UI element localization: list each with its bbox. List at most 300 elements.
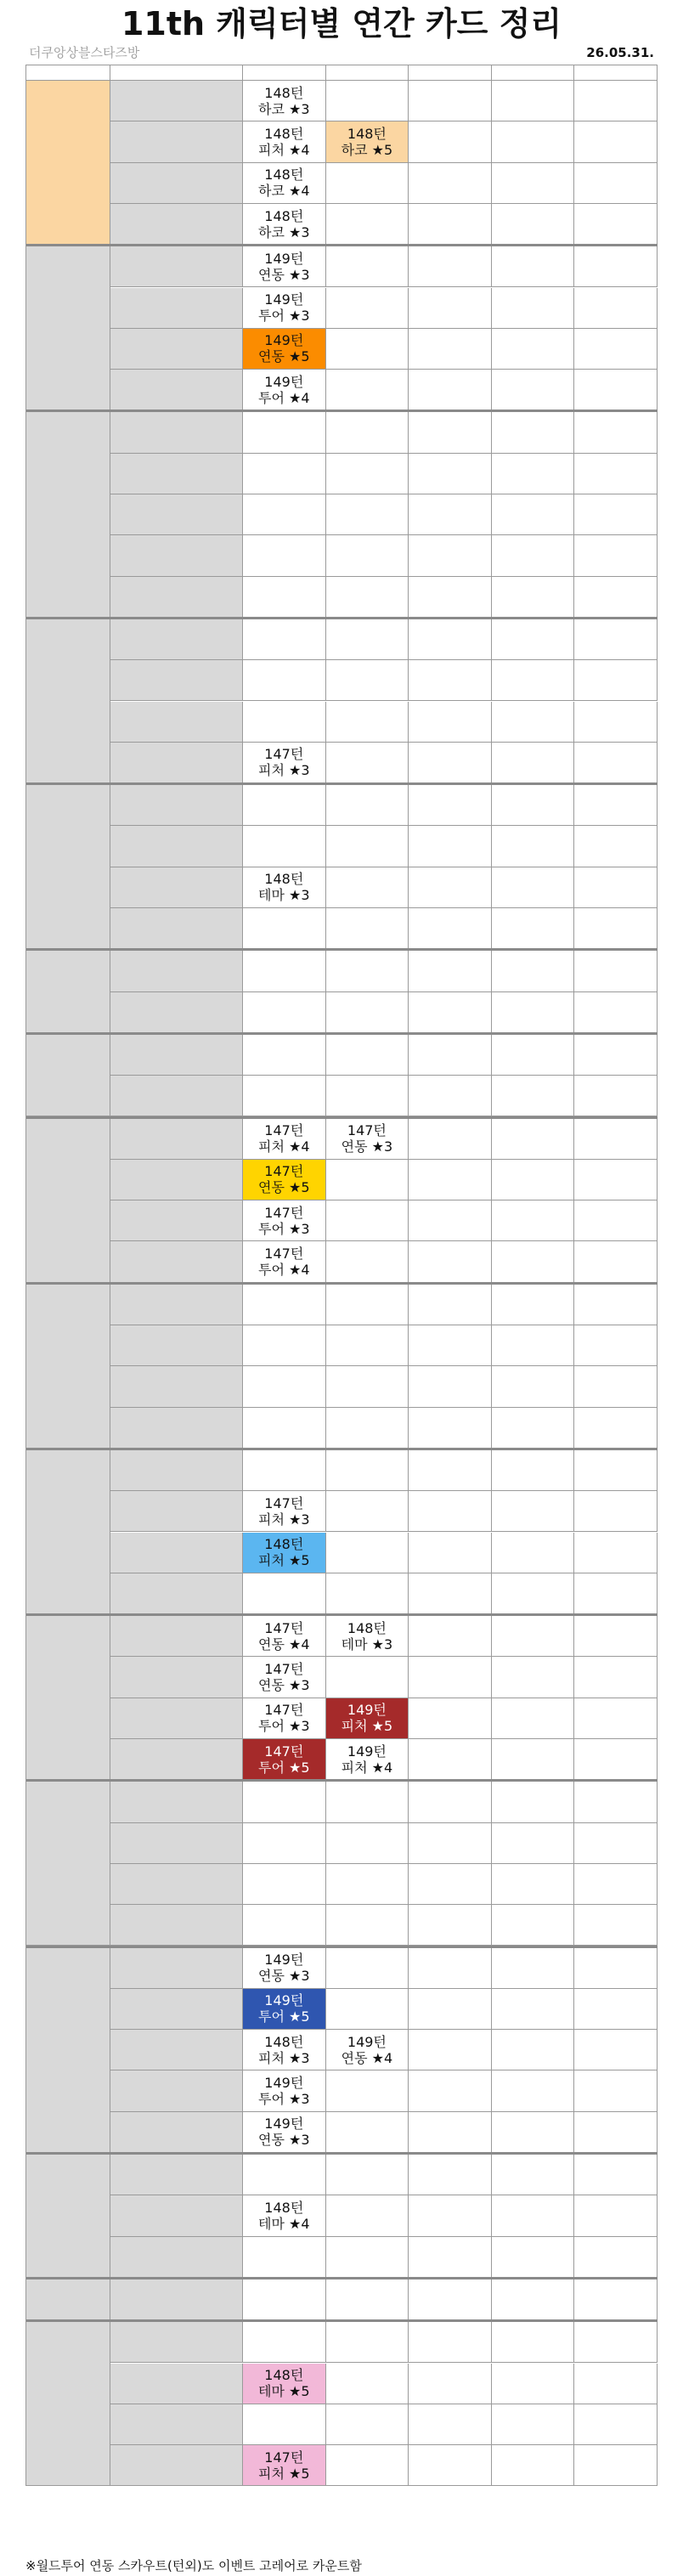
member-name xyxy=(110,2445,243,2486)
group-cell xyxy=(25,1616,110,1780)
empty-card-cell xyxy=(574,1450,658,1491)
card-type-rarity: 연동 ★3 xyxy=(258,1968,310,1985)
empty-card-cell xyxy=(243,826,326,867)
card-type-rarity: 피처 ★5 xyxy=(258,1552,310,1569)
empty-card-cell xyxy=(409,1698,492,1739)
group-cell xyxy=(25,2322,110,2486)
empty-card-cell xyxy=(492,2322,575,2363)
empty-card-cell xyxy=(409,702,492,743)
page-title: 11th 캐릭터별 연간 카드 정리 xyxy=(121,5,562,42)
member-name xyxy=(110,204,243,245)
card-type-rarity: 투어 ★5 xyxy=(258,2008,310,2025)
empty-card-cell xyxy=(492,2070,575,2111)
empty-card-cell xyxy=(574,246,658,287)
member-name xyxy=(110,1573,243,1614)
empty-card-cell xyxy=(409,329,492,370)
empty-card-cell xyxy=(574,826,658,867)
empty-card-cell xyxy=(492,1948,575,1989)
member-name xyxy=(110,577,243,618)
empty-card-cell xyxy=(409,1823,492,1864)
empty-card-cell xyxy=(243,1285,326,1325)
card-cell xyxy=(243,81,326,121)
empty-card-cell xyxy=(492,1160,575,1200)
card-turn: 147턴 xyxy=(264,746,304,763)
card-cell xyxy=(243,1698,326,1739)
card-type-rarity: 하코 ★3 xyxy=(258,223,310,240)
member-name xyxy=(110,1864,243,1905)
card-turn: 149턴 xyxy=(347,1743,387,1760)
card-cell xyxy=(243,743,326,783)
header-count-4 xyxy=(492,65,575,81)
empty-card-cell xyxy=(492,1905,575,1946)
member-name xyxy=(110,1905,243,1946)
empty-card-cell xyxy=(326,702,409,743)
empty-card-cell xyxy=(243,2155,326,2195)
empty-card-cell xyxy=(243,785,326,826)
card-cell xyxy=(243,1241,326,1282)
empty-card-cell xyxy=(326,370,409,410)
header-blank xyxy=(25,65,110,81)
empty-card-cell xyxy=(243,1450,326,1491)
card-turn: 149턴 xyxy=(264,291,304,308)
empty-card-cell xyxy=(243,454,326,494)
empty-card-cell xyxy=(326,743,409,783)
empty-card-cell xyxy=(492,2364,575,2404)
empty-card-cell xyxy=(492,1989,575,2030)
empty-card-cell xyxy=(326,1905,409,1946)
member-name xyxy=(110,1657,243,1698)
empty-card-cell xyxy=(243,660,326,701)
empty-card-cell xyxy=(492,1823,575,1864)
card-type-rarity: 투어 ★5 xyxy=(258,1759,310,1776)
empty-card-cell xyxy=(409,867,492,908)
empty-card-cell xyxy=(326,1076,409,1116)
card-cell xyxy=(243,1200,326,1241)
empty-card-cell xyxy=(492,1325,575,1366)
empty-card-cell xyxy=(409,1782,492,1822)
empty-card-cell xyxy=(492,2279,575,2320)
watermark: 더쿠앙상블스타즈방 xyxy=(29,45,140,60)
empty-card-cell xyxy=(409,535,492,576)
empty-card-cell xyxy=(492,1200,575,1241)
member-name xyxy=(110,2070,243,2111)
empty-card-cell xyxy=(409,2445,492,2486)
card-type-rarity: 하코 ★3 xyxy=(258,100,310,117)
empty-card-cell xyxy=(492,454,575,494)
member-name xyxy=(110,1119,243,1160)
empty-card-cell xyxy=(326,826,409,867)
card-cell xyxy=(243,1119,326,1160)
empty-card-cell xyxy=(326,1864,409,1905)
empty-card-cell xyxy=(326,1366,409,1407)
card-turn: 148턴 xyxy=(347,1619,387,1636)
empty-card-cell xyxy=(574,1573,658,1614)
empty-card-cell xyxy=(492,2404,575,2445)
empty-card-cell xyxy=(574,1782,658,1822)
card-turn: 149턴 xyxy=(264,332,304,349)
member-name xyxy=(110,660,243,701)
empty-card-cell xyxy=(243,702,326,743)
empty-card-cell xyxy=(243,1864,326,1905)
card-turn: 147턴 xyxy=(264,1163,304,1180)
empty-card-cell xyxy=(409,1739,492,1780)
empty-card-cell xyxy=(492,246,575,287)
card-type-rarity: 연동 ★5 xyxy=(258,1179,310,1196)
card-cell xyxy=(243,1491,326,1532)
empty-card-cell xyxy=(492,81,575,121)
empty-card-cell xyxy=(326,329,409,370)
member-name xyxy=(110,163,243,204)
empty-card-cell xyxy=(326,2070,409,2111)
card-type-rarity: 투어 ★4 xyxy=(258,1262,310,1279)
empty-card-cell xyxy=(326,577,409,618)
empty-card-cell xyxy=(492,1450,575,1491)
empty-card-cell xyxy=(492,1408,575,1449)
empty-card-cell xyxy=(574,1408,658,1449)
empty-card-cell xyxy=(492,1241,575,1282)
card-turn: 147턴 xyxy=(264,2449,304,2466)
member-name xyxy=(110,826,243,867)
empty-card-cell xyxy=(492,1119,575,1160)
empty-card-cell xyxy=(243,494,326,535)
member-name xyxy=(110,1450,243,1491)
member-name xyxy=(110,1200,243,1241)
empty-card-cell xyxy=(574,81,658,121)
empty-card-cell xyxy=(574,660,658,701)
empty-card-cell xyxy=(574,1200,658,1241)
empty-card-cell xyxy=(326,1533,409,1573)
card-turn: 148턴 xyxy=(264,2033,304,2050)
member-name xyxy=(110,494,243,535)
empty-card-cell xyxy=(574,577,658,618)
empty-card-cell xyxy=(409,2237,492,2278)
empty-card-cell xyxy=(492,702,575,743)
group-cell xyxy=(25,1782,110,1946)
card-turn: 147턴 xyxy=(264,1702,304,1719)
empty-card-cell xyxy=(492,1782,575,1822)
empty-card-cell xyxy=(574,951,658,991)
card-cell xyxy=(243,1160,326,1200)
member-name xyxy=(110,2237,243,2278)
member-name xyxy=(110,454,243,494)
empty-card-cell xyxy=(409,1076,492,1116)
empty-card-cell xyxy=(409,1241,492,1282)
card-cell xyxy=(243,288,326,329)
card-type-rarity: 연동 ★4 xyxy=(341,2049,393,2066)
empty-card-cell xyxy=(574,2070,658,2111)
empty-card-cell xyxy=(243,619,326,660)
empty-card-cell xyxy=(574,494,658,535)
card-type-rarity: 하코 ★5 xyxy=(341,141,393,158)
empty-card-cell xyxy=(574,2030,658,2070)
empty-card-cell xyxy=(574,1491,658,1532)
card-turn: 147턴 xyxy=(264,1246,304,1263)
empty-card-cell xyxy=(326,1160,409,1200)
card-type-rarity: 하코 ★4 xyxy=(258,183,310,200)
card-table xyxy=(25,65,658,2486)
card-type-rarity: 피처 ★3 xyxy=(258,1511,310,1528)
empty-card-cell xyxy=(492,1864,575,1905)
card-cell xyxy=(243,2030,326,2070)
group-cell xyxy=(25,1285,110,1449)
card-type-rarity: 피처 ★5 xyxy=(258,2465,310,2482)
member-name xyxy=(110,370,243,410)
header-name-column xyxy=(110,65,243,81)
empty-card-cell xyxy=(574,2279,658,2320)
member-name xyxy=(110,1285,243,1325)
empty-card-cell xyxy=(574,702,658,743)
member-name xyxy=(110,1325,243,1366)
empty-card-cell xyxy=(409,1989,492,2030)
empty-card-cell xyxy=(409,1285,492,1325)
card-cell xyxy=(243,2070,326,2111)
group-cell xyxy=(25,1119,110,1283)
empty-card-cell xyxy=(326,2322,409,2363)
empty-card-cell xyxy=(326,2279,409,2320)
card-turn: 148턴 xyxy=(264,167,304,184)
member-name xyxy=(110,2195,243,2236)
empty-card-cell xyxy=(574,743,658,783)
card-type-rarity: 피처 ★3 xyxy=(258,762,310,779)
empty-card-cell xyxy=(326,1573,409,1614)
card-cell xyxy=(243,121,326,162)
group-cell xyxy=(25,785,110,949)
card-type-rarity: 테마 ★3 xyxy=(341,1635,393,1652)
member-name xyxy=(110,992,243,1033)
empty-card-cell xyxy=(574,992,658,1033)
member-name xyxy=(110,288,243,329)
group-cell xyxy=(25,619,110,783)
empty-card-cell xyxy=(574,1905,658,1946)
member-name xyxy=(110,2322,243,2363)
empty-card-cell xyxy=(409,1948,492,1989)
empty-card-cell xyxy=(574,1035,658,1076)
empty-card-cell xyxy=(409,992,492,1033)
empty-card-cell xyxy=(243,1905,326,1946)
card-type-rarity: 투어 ★3 xyxy=(258,1220,310,1237)
card-type-rarity: 피처 ★4 xyxy=(258,141,310,158)
empty-card-cell xyxy=(326,2364,409,2404)
empty-card-cell xyxy=(409,826,492,867)
card-turn: 149턴 xyxy=(264,250,304,267)
member-name xyxy=(110,1366,243,1407)
card-type-rarity: 피처 ★4 xyxy=(258,1138,310,1155)
empty-card-cell xyxy=(409,163,492,204)
empty-card-cell xyxy=(409,2030,492,2070)
empty-card-cell xyxy=(574,1160,658,1200)
card-turn: 147턴 xyxy=(264,1204,304,1221)
empty-card-cell xyxy=(326,246,409,287)
card-type-rarity: 테마 ★5 xyxy=(258,2383,310,2400)
empty-card-cell xyxy=(409,370,492,410)
empty-card-cell xyxy=(492,660,575,701)
empty-card-cell xyxy=(409,1616,492,1657)
card-turn: 149턴 xyxy=(264,2075,304,2092)
empty-card-cell xyxy=(409,2155,492,2195)
empty-card-cell xyxy=(326,1450,409,1491)
empty-card-cell xyxy=(409,1905,492,1946)
empty-card-cell xyxy=(326,1948,409,1989)
empty-card-cell xyxy=(326,163,409,204)
empty-card-cell xyxy=(574,370,658,410)
empty-card-cell xyxy=(409,204,492,245)
empty-card-cell xyxy=(492,1076,575,1116)
empty-card-cell xyxy=(492,121,575,162)
empty-card-cell xyxy=(409,2195,492,2236)
card-turn: 149턴 xyxy=(347,1702,387,1719)
empty-card-cell xyxy=(574,1698,658,1739)
member-name xyxy=(110,1533,243,1573)
empty-card-cell xyxy=(574,121,658,162)
empty-card-cell xyxy=(492,370,575,410)
empty-card-cell xyxy=(409,121,492,162)
group-cell xyxy=(25,2279,110,2320)
card-cell xyxy=(243,163,326,204)
member-name xyxy=(110,412,243,453)
empty-card-cell xyxy=(409,577,492,618)
member-name xyxy=(110,329,243,370)
empty-card-cell xyxy=(409,660,492,701)
card-turn: 147턴 xyxy=(347,1122,387,1139)
empty-card-cell xyxy=(409,454,492,494)
empty-card-cell xyxy=(492,743,575,783)
member-name xyxy=(110,1491,243,1532)
empty-card-cell xyxy=(492,1573,575,1614)
card-turn: 147턴 xyxy=(264,1122,304,1139)
member-name xyxy=(110,1989,243,2030)
empty-card-cell xyxy=(574,908,658,949)
header-count-3 xyxy=(409,65,492,81)
empty-card-cell xyxy=(574,1739,658,1780)
empty-card-cell xyxy=(326,1200,409,1241)
empty-card-cell xyxy=(574,454,658,494)
empty-card-cell xyxy=(326,2155,409,2195)
empty-card-cell xyxy=(243,1366,326,1407)
empty-card-cell xyxy=(243,577,326,618)
empty-card-cell xyxy=(574,867,658,908)
card-turn: 147턴 xyxy=(264,1743,304,1760)
empty-card-cell xyxy=(574,2112,658,2153)
member-name xyxy=(110,2030,243,2070)
empty-card-cell xyxy=(326,494,409,535)
card-cell xyxy=(243,1616,326,1657)
empty-card-cell xyxy=(574,2155,658,2195)
empty-card-cell xyxy=(409,494,492,535)
empty-card-cell xyxy=(326,951,409,991)
date-label: 26.05.31. xyxy=(586,45,654,60)
header-count-2 xyxy=(326,65,409,81)
empty-card-cell xyxy=(326,81,409,121)
empty-card-cell xyxy=(409,1450,492,1491)
empty-card-cell xyxy=(492,785,575,826)
empty-card-cell xyxy=(492,992,575,1033)
member-name xyxy=(110,535,243,576)
empty-card-cell xyxy=(492,535,575,576)
empty-card-cell xyxy=(409,743,492,783)
empty-card-cell xyxy=(243,908,326,949)
card-cell xyxy=(326,1698,409,1739)
empty-card-cell xyxy=(492,2195,575,2236)
empty-card-cell xyxy=(492,1533,575,1573)
empty-card-cell xyxy=(243,1408,326,1449)
card-type-rarity: 연동 ★3 xyxy=(341,1138,393,1155)
member-name xyxy=(110,1035,243,1076)
member-name xyxy=(110,743,243,783)
card-turn: 148턴 xyxy=(264,1536,304,1553)
empty-card-cell xyxy=(326,1035,409,1076)
card-cell xyxy=(243,1989,326,2030)
card-cell xyxy=(243,204,326,245)
empty-card-cell xyxy=(574,2322,658,2363)
empty-card-cell xyxy=(326,619,409,660)
member-name xyxy=(110,1616,243,1657)
empty-card-cell xyxy=(409,2364,492,2404)
card-turn: 147턴 xyxy=(264,1619,304,1636)
empty-card-cell xyxy=(409,1035,492,1076)
empty-card-cell xyxy=(492,288,575,329)
card-cell xyxy=(243,1739,326,1780)
group-cell xyxy=(25,412,110,618)
card-type-rarity: 연동 ★3 xyxy=(258,1677,310,1694)
empty-card-cell xyxy=(492,2155,575,2195)
empty-card-cell xyxy=(243,1076,326,1116)
card-cell xyxy=(243,1657,326,1698)
empty-card-cell xyxy=(243,992,326,1033)
card-cell xyxy=(243,867,326,908)
empty-card-cell xyxy=(326,454,409,494)
empty-card-cell xyxy=(492,1698,575,1739)
member-name xyxy=(110,619,243,660)
group-cell xyxy=(25,1450,110,1614)
empty-card-cell xyxy=(326,1657,409,1698)
empty-card-cell xyxy=(243,1573,326,1614)
empty-card-cell xyxy=(326,1285,409,1325)
empty-card-cell xyxy=(574,1864,658,1905)
card-type-rarity: 투어 ★3 xyxy=(258,1718,310,1735)
empty-card-cell xyxy=(326,2404,409,2445)
empty-card-cell xyxy=(492,1285,575,1325)
empty-card-cell xyxy=(492,204,575,245)
card-turn: 148턴 xyxy=(264,2367,304,2384)
empty-card-cell xyxy=(326,2445,409,2486)
empty-card-cell xyxy=(409,288,492,329)
card-turn: 148턴 xyxy=(347,125,387,142)
card-turn: 149턴 xyxy=(347,2033,387,2050)
card-type-rarity: 연동 ★3 xyxy=(258,266,310,283)
empty-card-cell xyxy=(574,1533,658,1573)
empty-card-cell xyxy=(326,908,409,949)
card-cell xyxy=(326,2030,409,2070)
empty-card-cell xyxy=(492,412,575,453)
empty-card-cell xyxy=(326,2112,409,2153)
card-cell xyxy=(326,1119,409,1160)
card-cell xyxy=(243,370,326,410)
member-name xyxy=(110,121,243,162)
empty-card-cell xyxy=(409,2322,492,2363)
card-turn: 149턴 xyxy=(264,373,304,390)
empty-card-cell xyxy=(409,2404,492,2445)
empty-card-cell xyxy=(574,1119,658,1160)
empty-card-cell xyxy=(326,2195,409,2236)
member-name xyxy=(110,702,243,743)
group-cell xyxy=(25,246,110,410)
empty-card-cell xyxy=(574,785,658,826)
card-type-rarity: 연동 ★3 xyxy=(258,2132,310,2149)
empty-card-cell xyxy=(409,1366,492,1407)
empty-card-cell xyxy=(492,1739,575,1780)
empty-card-cell xyxy=(243,2404,326,2445)
empty-card-cell xyxy=(574,163,658,204)
